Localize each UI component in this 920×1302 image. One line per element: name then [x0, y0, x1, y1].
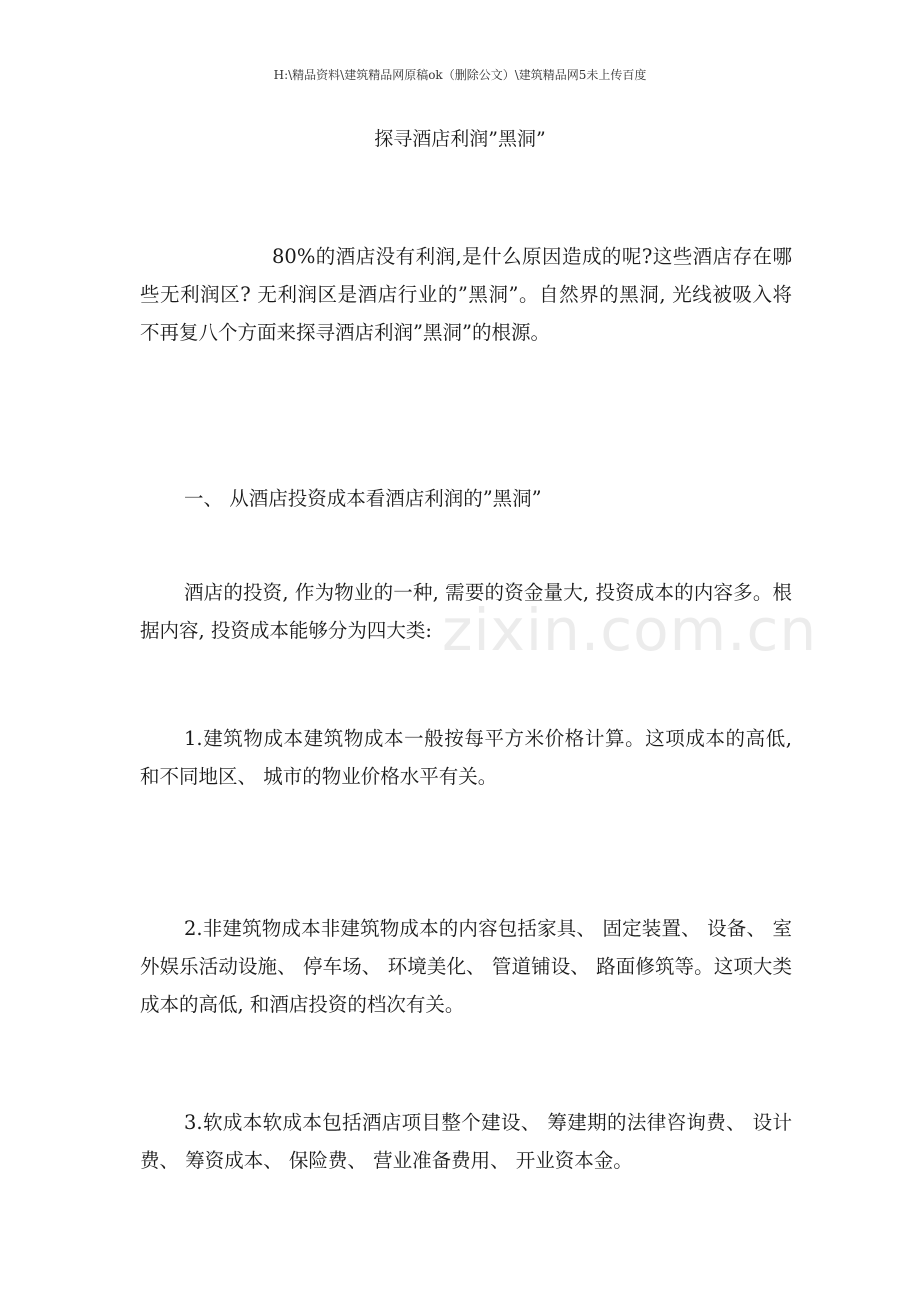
non-building-cost-paragraph: 2.非建筑物成本非建筑物成本的内容包括家具、 固定装置、 设备、 室外娱乐活动设施、 停车场、 环境美化、 管道铺设、 路面修筑等。这项大类成本的高低, 和酒店投资的档次有关。	[140, 917, 792, 1016]
watermark: zixin.com.cn	[442, 596, 818, 664]
section-heading-1: 一、 从酒店投资成本看酒店利润的”黑洞”	[184, 487, 542, 510]
soft-cost-paragraph: 3.软成本软成本包括酒店项目整个建设、 筹建期的法律咨询费、 设计费、 筹资成本、 保险费、 营业准备费用、 开业资本金。	[140, 1111, 792, 1172]
building-cost-paragraph: 1.建筑物成本建筑物成本一般按每平方米价格计算。这项成本的高低, 和不同地区、 城市的物业价格水平有关。	[140, 727, 792, 788]
document-title: 探寻酒店利润”黑洞”	[374, 128, 546, 150]
investment-paragraph: 酒店的投资, 作为物业的一种, 需要的资金量大, 投资成本的内容多。根据内容, 投资成本能够分为四大类:	[140, 581, 792, 642]
intro-paragraph: 80%的酒店没有利润,是什么原因造成的呢?这些酒店存在哪些无利润区? 无利润区是酒店行业的”黑洞”。自然界的黑洞, 光线被吸入将不再复八个方面来探寻酒店利润”黑洞”的根源。	[140, 245, 792, 344]
file-path-header: H:\精品资料\建筑精品网原稿ok（删除公文）\建筑精品网5未上传百度	[273, 68, 647, 82]
